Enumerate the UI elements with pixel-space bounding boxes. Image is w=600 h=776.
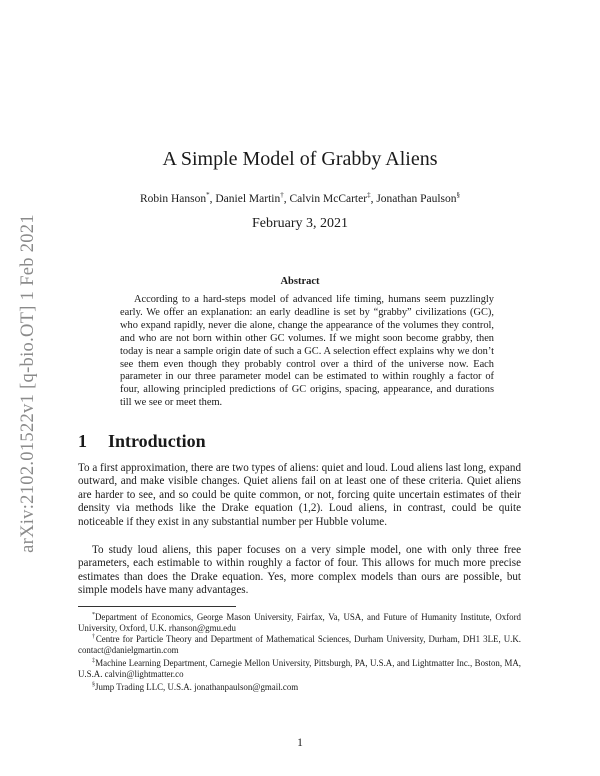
paper-title: A Simple Model of Grabby Aliens <box>162 148 438 170</box>
section-heading <box>78 431 206 452</box>
author-name: Jonathan Paulson <box>376 192 457 205</box>
arxiv-stamp-text: arXiv:2102.01522v1 [q-bio.OT] 1 Feb 2021 <box>17 213 38 553</box>
footnote-rule <box>78 606 236 607</box>
author-name: Robin Hanson <box>140 192 207 205</box>
author-footnote-mark: ‡ <box>367 191 371 199</box>
footnote-mark: † <box>92 634 96 640</box>
author-footnote-mark: * <box>206 191 210 199</box>
footnote-mark: § <box>92 682 95 688</box>
footnote <box>78 610 521 634</box>
section-title: Introduction <box>108 431 206 451</box>
arxiv-stamp <box>10 206 46 560</box>
footnote-mark: ‡ <box>92 658 96 664</box>
author-list: Robin Hanson*, Daniel Martin†, Calvin McCarter‡, Jonathan Paulson§ <box>140 191 460 205</box>
paper-date: February 3, 2021 <box>251 216 349 231</box>
footnote-mark: * <box>92 612 95 618</box>
footnote-text: Centre for Particle Theory and Department of Mathematical Sciences, Durham University, Durham, DH1 3LE, U.K. contact@danielgmartin.com <box>78 633 522 656</box>
page-number: 1 <box>297 737 303 749</box>
author-name: Daniel Martin <box>215 192 281 205</box>
footnote <box>78 656 521 680</box>
footnote <box>78 632 521 656</box>
footnote-text: Department of Economics, George Mason University, Fairfax, Va, USA, and Future of Humanity Institute, Oxford University, Oxford, U.K. rhanson@gmu.edu <box>78 611 521 634</box>
author-footnote-mark: † <box>280 191 284 199</box>
footnote-text: Jump Trading LLC, U.S.A. jonathanpaulson@gmail.com <box>95 681 299 692</box>
author-footnote-mark: § <box>456 191 460 199</box>
footnote-text: Machine Learning Department, Carnegie Mellon University, Pittsburgh, PA, U.S.A, and Lightmatter Inc., Boston, MA, U.S.A. calvin@lightmatter.co <box>78 657 522 680</box>
body-paragraph: To a first approximation, there are two types of aliens: quiet and loud. Loud aliens last long, expand outward, and make visible changes. Quiet aliens fail on at least one of these criteria. Quiet aliens are harder to see, and so could be quite common, or not, forcing quite uncertain estimates of their density via methods like the Drake equation (1,2). Loud aliens, in contrast, could be quite noticeable if they exist in any substantial number per Hubble volume. <box>78 462 521 528</box>
author-name: Calvin McCarter <box>289 192 368 205</box>
body-paragraph: To study loud aliens, this paper focuses on a very simple model, one with only three free parameters, each estimable to within roughly a factor of four. This allows for much more precise estimates than does the Drake equation. Yes, more complex models than ours are possible, but simple models have many advantages. <box>78 544 521 597</box>
abstract-heading: Abstract <box>280 276 320 287</box>
footnote <box>78 680 521 693</box>
abstract-text: According to a hard-steps model of advanced life timing, humans seem puzzlingly early. We offer an explanation: an early deadline is set by “grabby” civilizations (GC), who expand rapidly, never die alone, change the appearance of the volumes they control, and who are not born within other GC volumes. If we might soon become grabby, then today is near a sample origin date of such a GC. A selection effect explains why we don’t see them even though they probably control over a third of the universe now. Each parameter in our three parameter model can be estimated to within roughly a factor of four, allowing principled predictions of GC origins, spacing, appearance, and durations till we see or meet them. <box>120 294 494 409</box>
section-number: 1 <box>78 431 87 451</box>
